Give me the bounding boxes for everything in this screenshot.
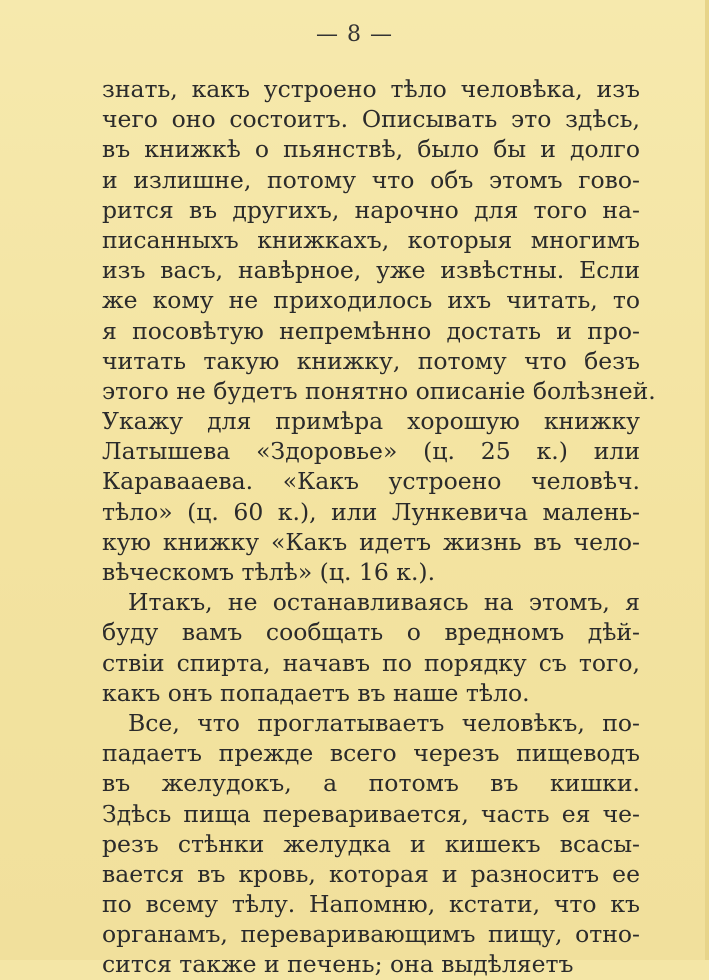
body-text	[102, 74, 656, 980]
text-line: въ желудокъ, а потомъ въ кишки.	[102, 769, 640, 798]
text-line: по всему тѣлу. Напомню, кстати, что къ	[102, 890, 640, 919]
text-line: кую книжку «Какъ идетъ жизнь въ чело-	[102, 527, 640, 556]
page-edge	[705, 0, 709, 960]
text-line: писанныхъ книжкахъ, которыя многимъ	[102, 225, 640, 254]
text-line: читать такую книжку, потому что безъ	[102, 346, 640, 375]
text-line: вѣческомъ тѣлѣ» (ц. 16 к.).	[102, 558, 436, 586]
text-line: Итакъ, не останавливаясь на этомъ, я	[128, 588, 640, 617]
text-line: Укажу для примѣра хорошую книжку	[102, 407, 640, 436]
text-line: я посовѣтую непремѣнно достать и про-	[102, 316, 640, 345]
text-line: буду вамъ сообщать о вредномъ дѣй-	[102, 618, 640, 647]
text-line: же кому не приходилось ихъ читать, то	[102, 286, 640, 315]
text-line: въ книжкѣ о пьянствѣ, было бы и долго	[102, 135, 640, 164]
text-line: падаетъ прежде всего черезъ пищеводъ	[102, 739, 640, 768]
text-line: Все, что проглатываетъ человѣкъ, по-	[128, 708, 640, 737]
paragraph	[102, 587, 640, 708]
text-line: тѣло» (ц. 60 к.), или Лункевича малень-	[102, 497, 640, 526]
text-line: какъ онъ попадаетъ въ наше тѣло.	[102, 678, 530, 707]
paragraph	[102, 708, 640, 980]
text-line: сится также и печень; она выдѣляетъ	[102, 950, 574, 979]
text-line: изъ васъ, навѣрное, уже извѣстны. Если	[102, 256, 640, 285]
page-number: — 8 —	[316, 22, 393, 47]
text-line: этого не будетъ понятно описанiе болѣзней.	[102, 376, 656, 405]
text-line: и излишне, потому что объ этомъ гово-	[102, 165, 640, 194]
paragraph	[102, 74, 656, 587]
text-line: знать, какъ устроено тѣло человѣка, изъ	[102, 75, 640, 103]
text-line: органамъ, переваривающимъ пищу, отно-	[102, 920, 640, 949]
text-line: резъ стѣнки желудка и кишекъ всасы-	[102, 829, 640, 858]
text-line: ствiи спирта, начавъ по порядку съ того,	[102, 648, 640, 677]
text-line: Здѣсь пища переваривается, часть ея че-	[102, 799, 640, 828]
text-line: чего оно состоитъ. Описывать это здѣсь,	[102, 105, 640, 134]
text-line: Каравааева. «Какъ устроено человѣч.	[102, 467, 640, 496]
text-line: Латышева «Здоровье» (ц. 25 к.) или	[102, 437, 640, 466]
text-line: вается въ кровь, которая и разноситъ ее	[102, 859, 640, 888]
text-line: рится въ другихъ, нарочно для того на-	[102, 195, 640, 224]
